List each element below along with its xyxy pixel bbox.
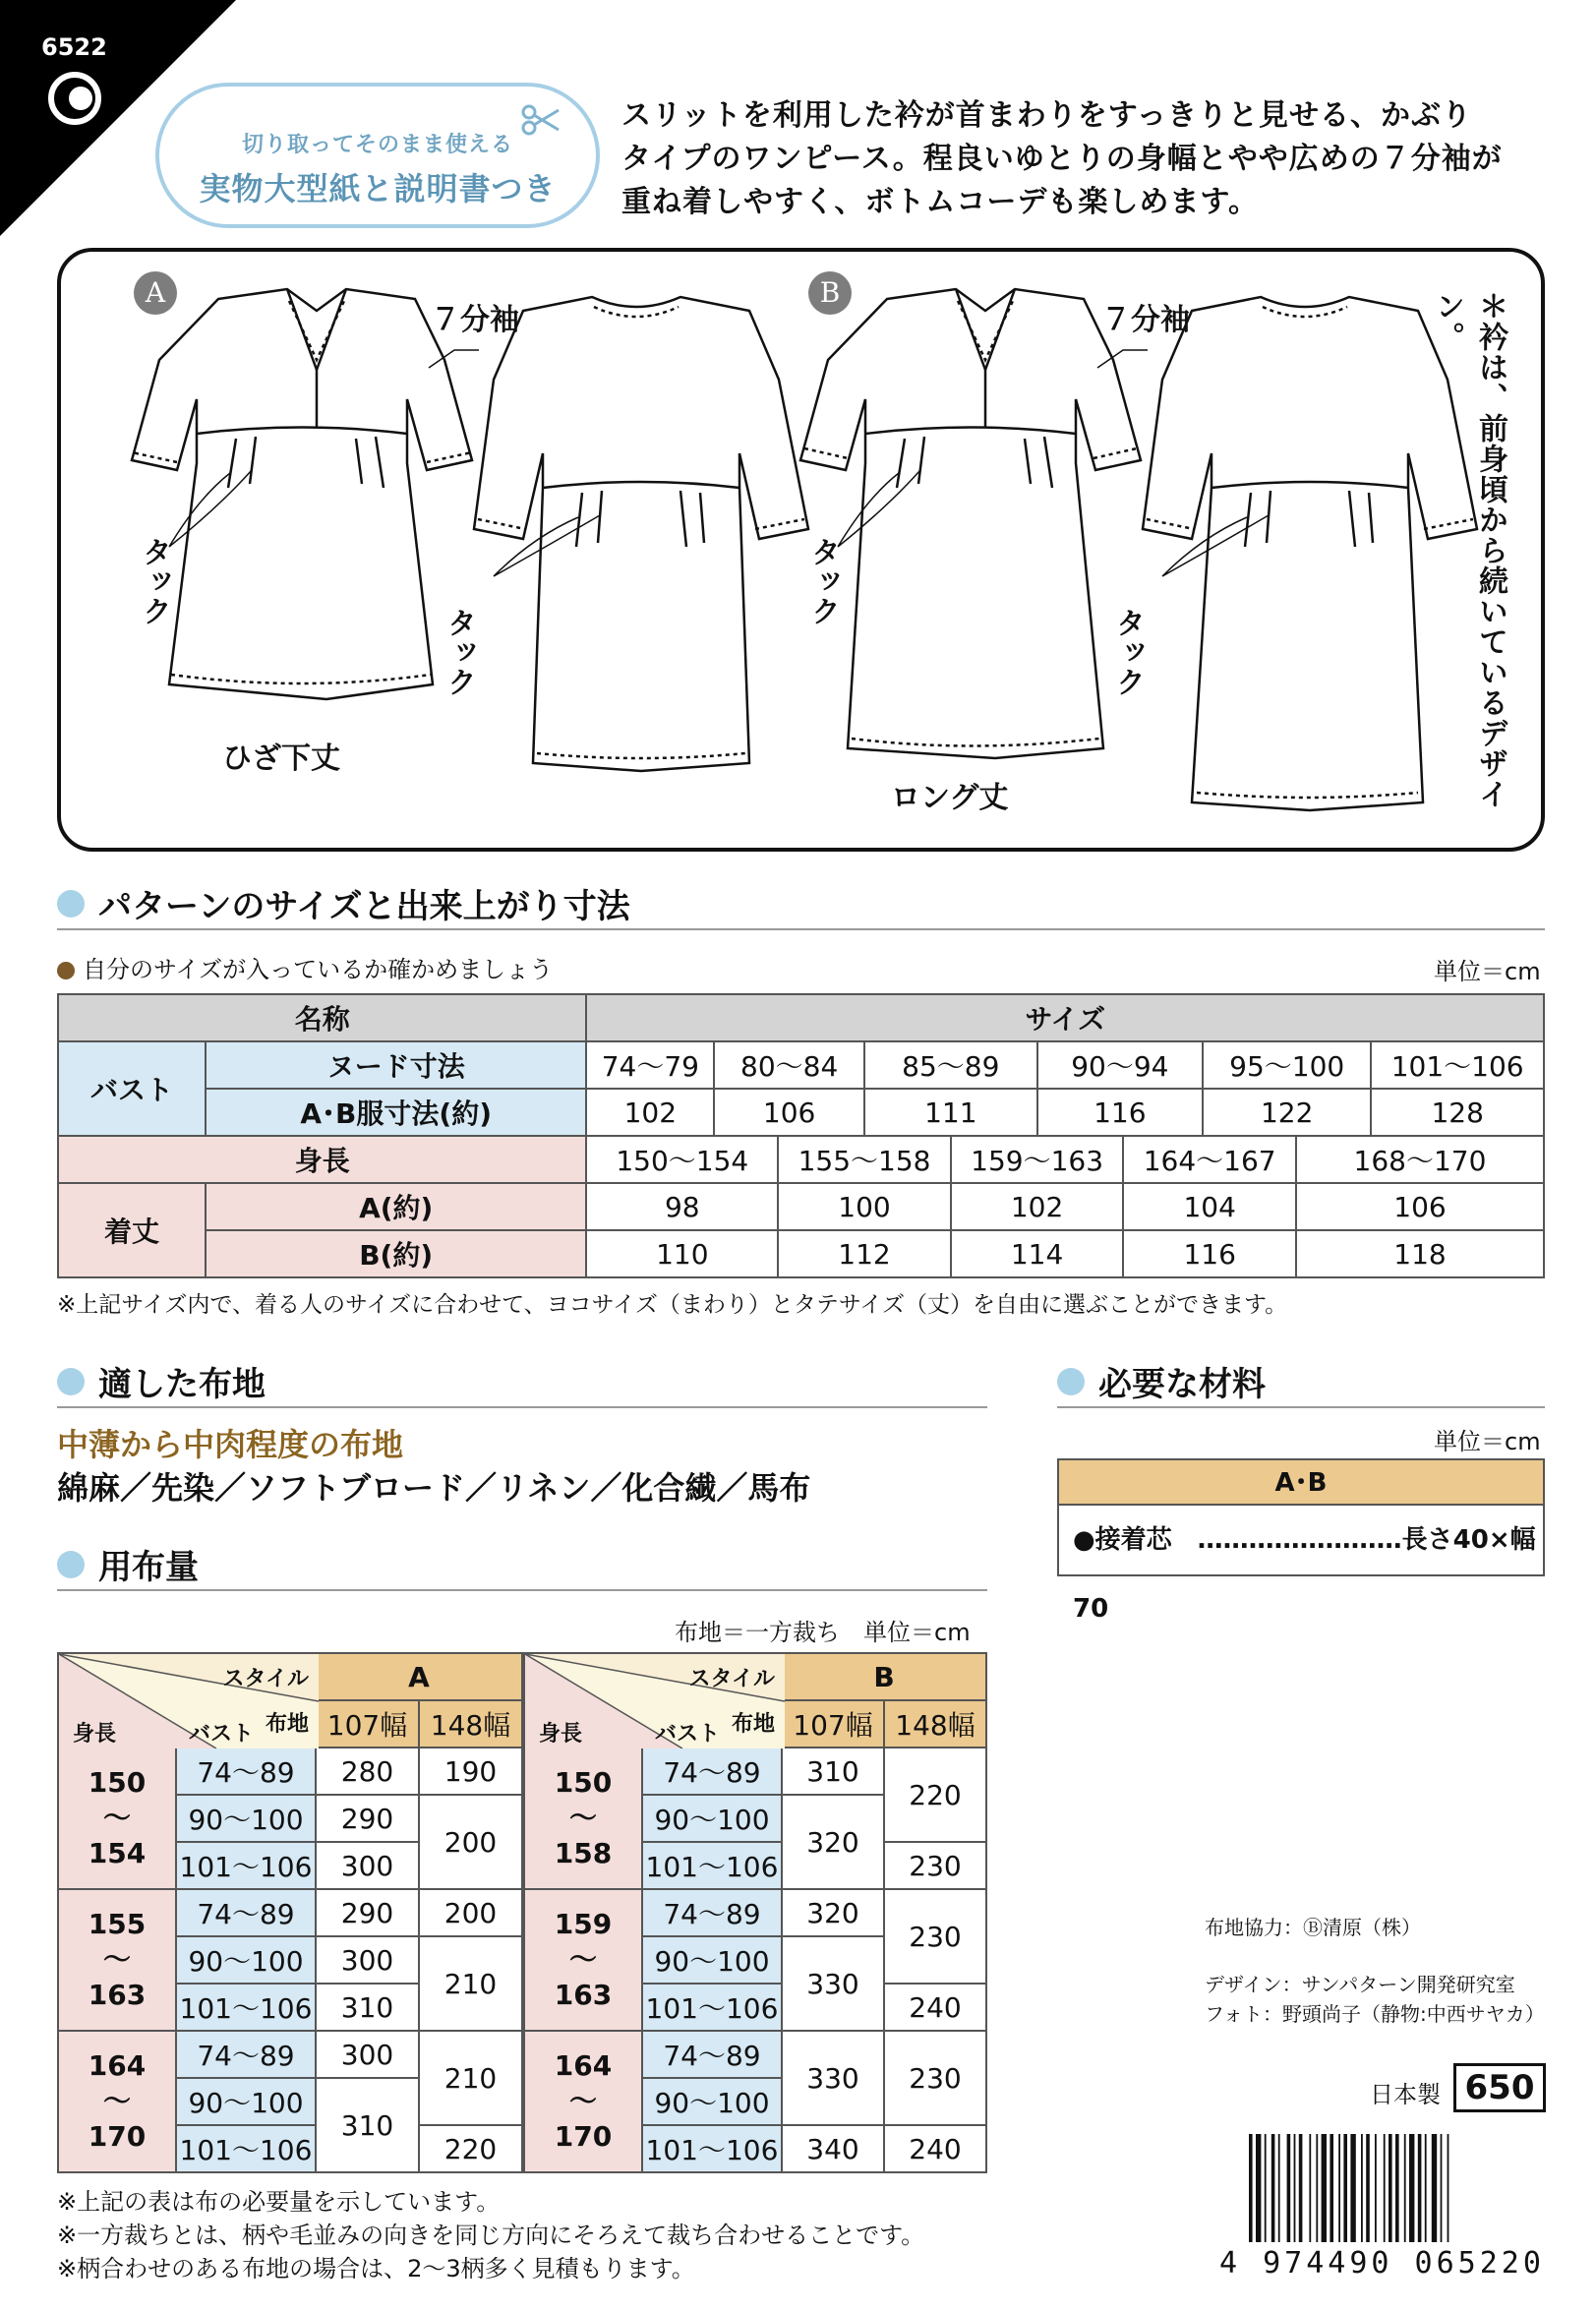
height-to: 163 — [554, 1979, 613, 2011]
yard-value: 230 — [884, 1889, 986, 1984]
divider — [57, 928, 1545, 930]
yard-value: 210 — [419, 1936, 522, 2031]
height-group — [58, 1889, 176, 2031]
garment-value: 122 — [1203, 1089, 1371, 1136]
dress-a-back — [474, 297, 808, 771]
intro-line: スリットを利用した衿が首まわりをすっきりと見せる、かぶり — [621, 98, 1472, 133]
yard-value: 280 — [316, 1748, 419, 1795]
barcode-bar — [1265, 2134, 1267, 2242]
yardage-notes — [57, 2185, 924, 2285]
made-in: 日本製 — [1370, 2081, 1441, 2108]
barcode-bar — [1299, 2134, 1303, 2242]
size-note — [57, 950, 553, 984]
barcode-bar — [1309, 2134, 1311, 2242]
yard-value: 300 — [316, 1936, 419, 1984]
barcode-bar — [1448, 2134, 1449, 2242]
barcode-bar — [1271, 2134, 1275, 2242]
size-table — [57, 993, 1545, 1278]
tuck-label-a-back: タック — [442, 608, 476, 696]
yardage-unit: 布地＝一方裁ち 単位＝cm — [675, 1619, 971, 1646]
yard-value: 300 — [316, 2031, 419, 2078]
bust-range: 74〜89 — [642, 2031, 782, 2078]
yard-value: 330 — [782, 1936, 884, 2031]
nude-value: 74〜79 — [586, 1041, 714, 1089]
yard-value: 210 — [419, 2031, 522, 2125]
size-heading — [57, 879, 630, 927]
credit-design: デザイン：サンパターン開発研究室 — [1205, 1973, 1515, 1996]
bullet-icon — [57, 962, 75, 979]
diag-fabric: 布地 — [265, 1712, 309, 1737]
bullet-icon — [57, 890, 85, 918]
bust-range: 90〜100 — [642, 2078, 782, 2125]
pattern-number: 6522 — [41, 33, 107, 61]
size-heading-text: パターンのサイズと出来上がり寸法 — [98, 887, 630, 926]
barcode-bar — [1322, 2134, 1327, 2242]
yard-value: 310 — [316, 2078, 419, 2172]
style-b-marker: B — [808, 271, 852, 315]
barcode-number: 4 974490 065220 — [1219, 2246, 1545, 2281]
yard-value: 220 — [419, 2125, 522, 2172]
intro-line: タイプのワンピース。程良いゆとりの身幅とやや広めの７分袖が — [621, 142, 1503, 176]
yard-value: 330 — [782, 2031, 884, 2125]
yard-value: 200 — [419, 1889, 522, 1936]
yard-value: 240 — [884, 2125, 986, 2172]
width-148: 148幅 — [419, 1700, 522, 1748]
height-from: 164 — [88, 2049, 147, 2082]
yard-value: 310 — [316, 1984, 419, 2031]
barcode-bar — [1389, 2134, 1392, 2242]
height-group — [58, 1748, 176, 1889]
barcode-bar — [1316, 2134, 1318, 2242]
yard-value: 290 — [316, 1795, 419, 1842]
height-sep: 〜 — [568, 1802, 597, 1834]
height-sep: 〜 — [568, 1943, 597, 1976]
scissors-icon — [521, 102, 561, 138]
brand-logo-icon — [45, 69, 104, 128]
sleeve-label-a: ７分袖 — [431, 303, 519, 337]
tuck-label-b-front: タック — [805, 537, 840, 625]
materials-heading — [1057, 1357, 1266, 1405]
bust-range: 101〜106 — [176, 1842, 316, 1889]
yard-value: 310 — [782, 1748, 884, 1795]
b-value: 112 — [778, 1230, 951, 1277]
bust-range: 74〜89 — [176, 1889, 316, 1936]
style-b-header: B — [782, 1653, 986, 1700]
barcode-bar — [1366, 2134, 1370, 2242]
bust-range: 90〜100 — [176, 2078, 316, 2125]
b-value: 118 — [1296, 1230, 1544, 1277]
dress-b-front — [800, 289, 1141, 758]
intro-text — [621, 94, 1566, 224]
barcode-bar — [1441, 2134, 1443, 2242]
height-value: 159〜163 — [951, 1136, 1124, 1183]
a-value: 102 — [951, 1183, 1124, 1230]
height-sep: 〜 — [568, 2085, 597, 2117]
width-107: 107幅 — [782, 1700, 884, 1748]
yard-value: 230 — [884, 1842, 986, 1889]
height-sep: 〜 — [102, 1802, 131, 1834]
height-to: 163 — [88, 1979, 147, 2011]
credit-fabric: 布地協力：Ⓑ清原（株） — [1205, 1916, 1421, 1939]
a-value: 98 — [586, 1183, 778, 1230]
bullet-icon — [1057, 1368, 1085, 1395]
badge-line2: 実物大型紙と説明書つき — [199, 170, 557, 207]
diag-style: スタイル — [688, 1667, 775, 1691]
height-to: 154 — [88, 1837, 147, 1869]
fabric-title: 中薄から中肉程度の布地 — [57, 1426, 404, 1463]
yardage-note: ※柄合わせのある布地の場合は、2〜3柄多く見積もります。 — [57, 2255, 695, 2282]
height-value: 150〜154 — [586, 1136, 778, 1183]
yard-value: 190 — [419, 1748, 522, 1795]
height-from: 164 — [554, 2049, 613, 2082]
bust-range: 101〜106 — [176, 1984, 316, 2031]
width-107: 107幅 — [316, 1700, 419, 1748]
barcode-bar — [1249, 2134, 1253, 2242]
height-from: 150 — [554, 1766, 613, 1799]
yard-value: 290 — [316, 1889, 419, 1936]
badge-line1: 切り取ってそのまま使える — [241, 133, 513, 157]
size-unit: 単位＝cm — [1434, 958, 1541, 985]
divider — [1057, 1406, 1545, 1408]
garment-value: 111 — [864, 1089, 1037, 1136]
sleeve-label-b: ７分袖 — [1101, 303, 1190, 337]
bust-range: 101〜106 — [642, 1984, 782, 2031]
nude-value: 80〜84 — [714, 1041, 864, 1089]
diag-header — [58, 1653, 316, 1748]
nude-value: 95〜100 — [1203, 1041, 1371, 1089]
barcode-bar — [1350, 2134, 1355, 2242]
intro-line: 重ね着しやすく、ボトムコーデも楽しめます。 — [621, 185, 1259, 219]
diag-height: 身長 — [73, 1722, 117, 1747]
yard-value: 230 — [884, 2031, 986, 2125]
a-value: 104 — [1123, 1183, 1296, 1230]
height-group — [58, 2031, 176, 2172]
b-row-label: B(約) — [206, 1230, 586, 1277]
barcode-bar — [1409, 2134, 1414, 2242]
height-value: 155〜158 — [778, 1136, 951, 1183]
bust-label: バスト — [58, 1041, 206, 1136]
yard-value: 320 — [782, 1889, 884, 1936]
barcode-bar — [1294, 2134, 1296, 2242]
garment-value: 116 — [1037, 1089, 1203, 1136]
barcode-bar — [1432, 2134, 1437, 2242]
yardage-table-b — [523, 1652, 987, 2173]
fabric-list: 綿麻／先染／ソフトブロード／リネン／化合繊／馬布 — [57, 1469, 811, 1507]
height-from: 150 — [88, 1766, 147, 1799]
bust-range: 101〜106 — [642, 1842, 782, 1889]
barcode-bar — [1256, 2134, 1261, 2242]
a-value: 100 — [778, 1183, 951, 1230]
header-name: 名称 — [58, 994, 586, 1041]
height-from: 155 — [88, 1908, 147, 1940]
materials-heading-text: 必要な材料 — [1098, 1365, 1266, 1404]
materials-unit: 単位＝cm — [1434, 1428, 1541, 1455]
yard-value: 320 — [782, 1795, 884, 1889]
materials-item: ●接着芯 ……………………長さ40×幅70 — [1073, 1525, 1536, 1624]
yard-value: 240 — [884, 1984, 986, 2031]
height-to: 158 — [554, 1837, 613, 1869]
height-group — [524, 1748, 642, 1889]
nude-value: 90〜94 — [1037, 1041, 1203, 1089]
a-value: 106 — [1296, 1183, 1544, 1230]
style-a-marker: A — [134, 271, 177, 315]
divider — [57, 1406, 987, 1408]
height-to: 170 — [88, 2120, 147, 2153]
collar-note: ＊衿は、前身頃から続いているデザイン。 — [1430, 291, 1507, 809]
divider — [57, 1589, 987, 1591]
materials-table — [1057, 1458, 1545, 1624]
yard-value: 340 — [782, 2125, 884, 2172]
height-value: 164〜167 — [1123, 1136, 1296, 1183]
barcode-bar — [1338, 2134, 1340, 2242]
bust-range: 90〜100 — [642, 1795, 782, 1842]
height-label: 身長 — [58, 1136, 586, 1183]
diag-height: 身長 — [539, 1722, 583, 1747]
barcode-icon — [1249, 2134, 1546, 2242]
size-note-text: 自分のサイズが入っているか確かめましょう — [83, 956, 554, 983]
header-size: サイズ — [586, 994, 1544, 1041]
height-value: 168〜170 — [1296, 1136, 1544, 1183]
yardage-note: ※一方裁ちとは、柄や毛並みの向きを同じ方向にそろえて裁ち合わせることです。 — [57, 2222, 925, 2249]
barcode-bar — [1375, 2134, 1377, 2242]
yardage-table-a — [57, 1652, 523, 2173]
bullet-icon — [57, 1368, 85, 1395]
yard-value: 200 — [419, 1795, 522, 1889]
garment-value: 102 — [586, 1089, 714, 1136]
length-label-a: ひざ下丈 — [222, 741, 340, 776]
materials-header: A･B — [1059, 1460, 1543, 1506]
length-label-b: ロング丈 — [891, 781, 1009, 815]
diag-bust: バスト — [655, 1722, 721, 1747]
height-from: 159 — [554, 1908, 613, 1940]
garment-value: 128 — [1371, 1089, 1544, 1136]
yard-value: 300 — [316, 1842, 419, 1889]
credit-photo: フォト：野頭尚子（静物:中西サヤカ） — [1205, 2002, 1545, 2026]
height-to: 170 — [554, 2120, 613, 2153]
dress-a-front — [132, 289, 472, 699]
b-value: 114 — [951, 1230, 1124, 1277]
bust-range: 74〜89 — [642, 1748, 782, 1795]
height-sep: 〜 — [102, 2085, 131, 2117]
barcode-bar — [1425, 2134, 1427, 2242]
barcode-bar — [1384, 2134, 1386, 2242]
bust-range: 74〜89 — [642, 1889, 782, 1936]
width-148: 148幅 — [884, 1700, 986, 1748]
bullet-icon — [57, 1551, 85, 1578]
bust-range: 74〜89 — [176, 2031, 316, 2078]
length-label: 着丈 — [58, 1183, 206, 1277]
yardage-heading-text: 用布量 — [98, 1548, 199, 1587]
yardage-note: ※上記の表は布の必要量を示しています。 — [57, 2188, 501, 2216]
a-row-label: A(約) — [206, 1183, 586, 1230]
height-group — [524, 2031, 642, 2172]
barcode-bar — [1395, 2134, 1399, 2242]
fabric-heading-text: 適した布地 — [98, 1365, 266, 1404]
badge — [155, 83, 600, 228]
bust-range: 101〜106 — [642, 2125, 782, 2172]
yardage-heading — [57, 1540, 199, 1588]
style-a-header: A — [316, 1653, 522, 1700]
b-value: 110 — [586, 1230, 778, 1277]
bust-range: 90〜100 — [642, 1936, 782, 1984]
diag-style: スタイル — [222, 1667, 309, 1691]
bust-range: 90〜100 — [176, 1936, 316, 1984]
diag-bust: バスト — [189, 1722, 255, 1747]
bust-range: 90〜100 — [176, 1795, 316, 1842]
barcode-bar — [1278, 2134, 1280, 2242]
garment-label: A･B服寸法(約) — [206, 1089, 586, 1136]
tuck-label-a-front: タック — [137, 537, 171, 625]
barcode-bar — [1343, 2134, 1347, 2242]
illustration-box — [57, 248, 1545, 852]
barcode-bar — [1361, 2134, 1363, 2242]
yard-value: 220 — [884, 1748, 986, 1842]
height-group — [524, 1889, 642, 2031]
barcode-bar — [1330, 2134, 1333, 2242]
bust-range: 101〜106 — [176, 2125, 316, 2172]
diag-header — [524, 1653, 782, 1748]
diag-fabric: 布地 — [731, 1712, 775, 1737]
barcode-bar — [1418, 2134, 1422, 2242]
barcode-bar — [1287, 2134, 1291, 2242]
garment-value: 106 — [714, 1089, 864, 1136]
nude-value: 101〜106 — [1371, 1041, 1544, 1089]
nude-value: 85〜89 — [864, 1041, 1037, 1089]
b-value: 116 — [1123, 1230, 1296, 1277]
bust-range: 74〜89 — [176, 1748, 316, 1795]
size-footnote: ※上記サイズ内で、着る人のサイズに合わせて、ヨコサイズ（まわり）とタテサイズ（丈）を自由に選ぶことができます。 — [57, 1292, 1288, 1318]
price: 650 — [1453, 2063, 1546, 2112]
height-sep: 〜 — [102, 1943, 131, 1976]
nude-label: ヌード寸法 — [206, 1041, 586, 1089]
barcode-bar — [1404, 2134, 1406, 2242]
tuck-label-b-back: タック — [1110, 608, 1145, 696]
fabric-heading — [57, 1357, 266, 1405]
